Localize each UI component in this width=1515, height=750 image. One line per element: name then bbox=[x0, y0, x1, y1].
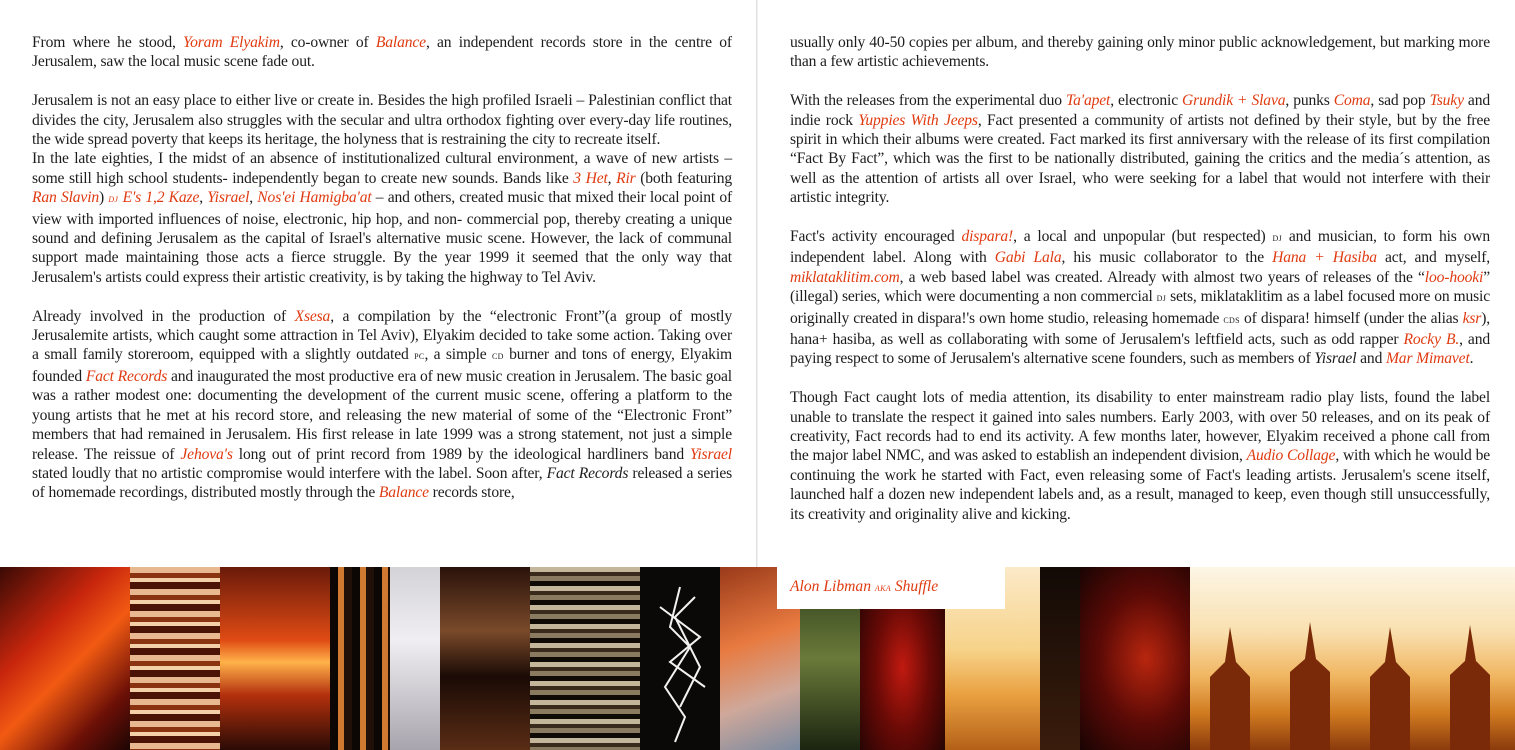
collage-tile bbox=[390, 567, 440, 750]
right-paragraph-4: Though Fact caught lots of media attention, its disability to enter mainstream radio play lists, found the label unable to translate the respect it gained into sales numbers. Early 2003, with over 50 releases, and on its peak of creativity, Fact records had to end its activity. A few months later, however, Elyakim received a phone call from the major label NMC, and was asked to establish an independent division, Audio Collage, with which he would be continuing the work he started with Fact, even releasing some of Fact's leading artists. Jerusalem's scene itself, launched half a dozen new independent labels and, as a result, managed to keep, even though still unsuccessfully, its creativity and originality alive and kicking. bbox=[790, 389, 1491, 523]
right-paragraph-2: With the releases from the experimental duo Ta'apet, electronic Grundik + Slava, punks Coma, sad pop Tsuky and indie rock Yuppies With Jeeps, Fact presented a community of artists not defined by their style, but by the free spirit in which their albums were created. Fact marked its first anniversary with the release of its first compilation “Fact By Fact”, which was the first to be nationally distributed, gaining the critics and the media´s attention, as well as the attention of artists all over Israel, who were seeking for a label that would not interfere with their artistic integrity. bbox=[790, 92, 1490, 207]
skyline-silhouette-icon bbox=[1190, 567, 1515, 750]
left-paragraph-2: Jerusalem is not an easy place to either live or create in. Besides the high profiled Israeli – Palestinian conflict that divides the city, Jerusalem also struggles with the secular and ultra orthodox fighting over every-day life routines, the wide spread poverty that keeps its heritage, the holyness that is restraining the city to recreate itself. bbox=[32, 92, 732, 149]
right-paragraph-3: Fact's activity encouraged dispara!, a local and unpopular (but respected) dj and musician, to form his own independent label. Along with Gabi Lala, his music collaborator to the Hana + Hasiba act, and myself, miklataklitim.com, a web based label was created. Already with almost two years of releases of the “loo-hooki” (illegal) series, which were documenting a non commercial dj sets, miklataklitim as a label focused more on music originally created in dispara!'s own home studio, releasing homemade cds of dispara! himself (under the alias ksr), hana+ hasiba, as well as collaborating with some of Jerusalem's leftfield acts, such as odd rapper Rocky B., and paying respect to some of Jerusalem's alternative scene founders, such as members of Yisrael and Mar Mimavet. bbox=[790, 228, 1491, 368]
collage-tile bbox=[1080, 567, 1190, 750]
collage-tile bbox=[330, 567, 390, 750]
left-paragraph-3: In the late eighties, I the midst of an absence of institutionalized cultural environment, a wave of new artists – some still high school students- independently began to create new sounds. Bands like 3 Het, Rir (both featuring Ran Slavin) dj E's 1,2 Kaze, Yisrael, Nos'ei Hamigba'at – and others, created music that mixed their local point of view with imported influences of noise, electronic, hip hop, and non- commercial pop, thereby creating a unique sound and defining Jerusalem as the capital of Israel's alternative music scene. However, the lack of communal support made maintaining those acts a fierce struggle. By the year 1999 it seemed that the only way that Jerusalem's artists could express their artistic creativity, is by taking the highway to Tel Aviv. bbox=[32, 150, 733, 286]
left-paragraph-4: Already involved in the production of Xsesa, a compilation by the “electronic Front”(a group of mostly Jerusalemite artists, which caught some attraction in Tel Aviv), Elyakim decided to take some action. Taking over a small family storeroom, equipped with a slightly outdated pc, a simple cd burner and tons of energy, Elyakim founded Fact Records and inaugurated the most productive era of new music creation in Jerusalem. The basic goal was a rather modest one: documenting the development of the current music scene, offering a platform to the young artists that he met at his record store, and releasing the new material of some of the “Electronic Front” members that had remained in Jerusalem. His first release in late 1999 was a strong statement, not just a simple release. The reissue of Jehova's long out of print record from 1989 by the ideological hardliners band Yisrael stated loudly that no artistic compromise would interfere with the label. Soon after, Fact Records released a series of homemade recordings, distributed mostly through the Balance records store, bbox=[32, 307, 733, 502]
collage-tile bbox=[1040, 567, 1080, 750]
collage-tile bbox=[640, 567, 720, 750]
right-paragraph-1: usually only 40-50 copies per album, and thereby gaining only minor public acknowledgement, but marking more than a few artistic achievements. bbox=[790, 34, 1490, 71]
collage-tile bbox=[220, 567, 330, 750]
sketch-figure-icon bbox=[640, 567, 720, 750]
left-paragraph-1: From where he stood, Yoram Elyakim, co-owner of Balance, an independent records store in the centre of Jerusalem, saw the local music scene fade out. bbox=[32, 34, 732, 71]
collage-tile bbox=[1190, 567, 1515, 750]
collage-tile bbox=[0, 567, 130, 750]
link-balance: Balance bbox=[375, 34, 426, 51]
author-signature: Alon Libman aka Shuffle bbox=[790, 578, 939, 595]
right-column bbox=[790, 33, 1490, 544]
collage-tile bbox=[130, 567, 220, 750]
left-column bbox=[32, 33, 732, 522]
collage-tile bbox=[440, 567, 530, 750]
photo-collage-strip bbox=[0, 567, 1515, 750]
collage-tile bbox=[530, 567, 640, 750]
link-yoram-elyakim: Yoram Elyakim bbox=[183, 34, 280, 51]
